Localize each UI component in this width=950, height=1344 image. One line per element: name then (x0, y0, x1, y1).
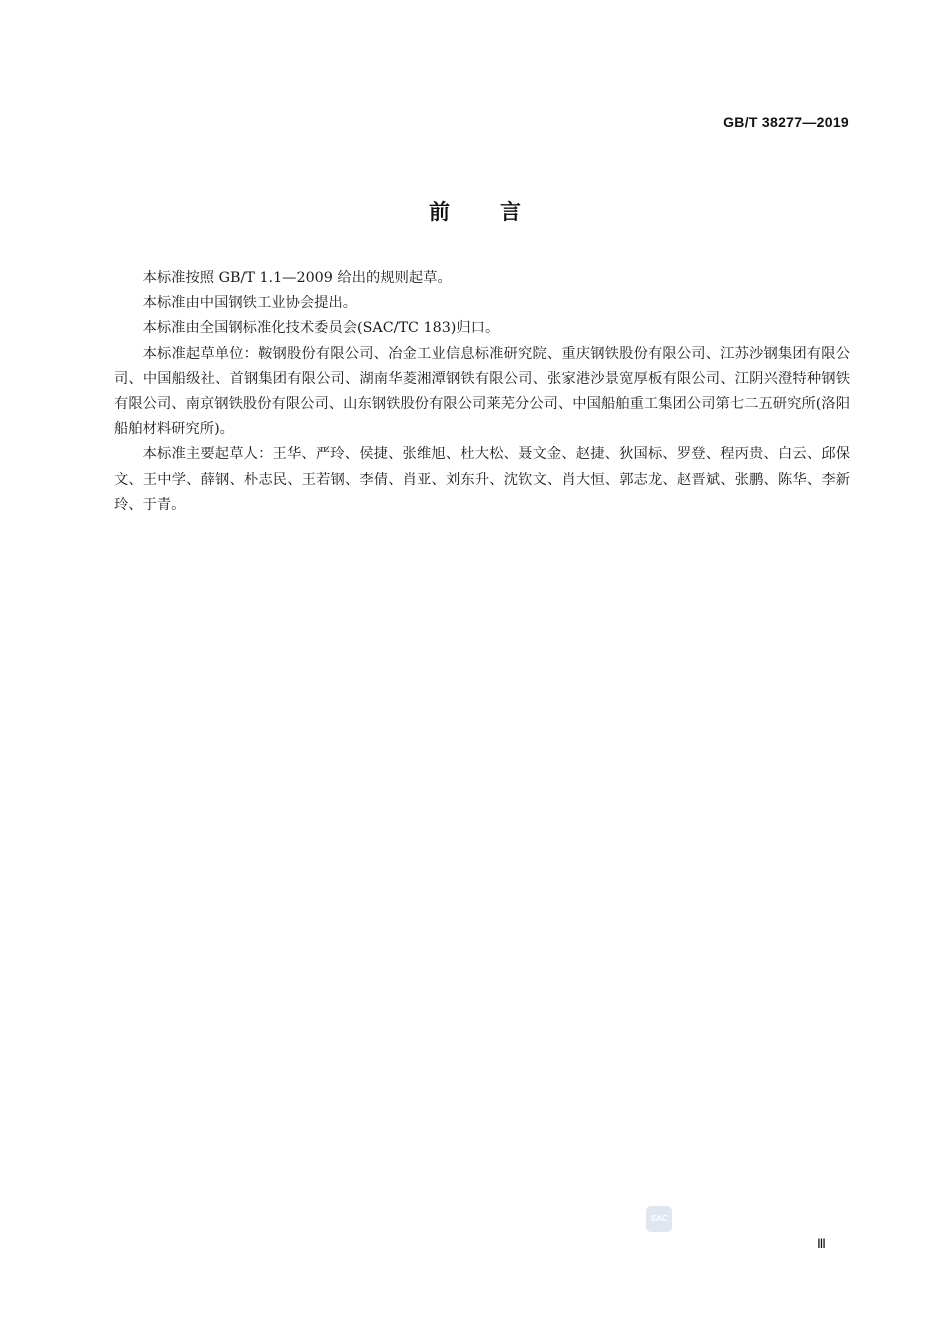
paragraph-main-drafters: 本标准主要起草人：王华、严玲、侯捷、张维旭、杜大松、聂文金、赵捷、狄国标、罗登、程丙贵、白云、邱保文、王中学、薛钢、朴志民、王若钢、李倩、肖亚、刘东升、沈钦文、肖大恒、郭志龙、赵晋斌、张鹏、陈华、李新玲、于青。 (114, 446, 850, 513)
page-title: 前言 (429, 200, 571, 224)
foreword-body (114, 266, 850, 518)
paragraph-technical-committee: 本标准由全国钢标准化技术委员会(SAC/TC 183)归口。 (142, 320, 500, 337)
paragraph-proposer: 本标准由中国钢铁工业协会提出。 (142, 295, 358, 312)
paragraph-drafting-units: 本标准起草单位：鞍钢股份有限公司、冶金工业信息标准研究院、重庆钢铁股份有限公司、江苏沙钢集团有限公司、中国船级社、首钢集团有限公司、湖南华菱湘潭钢铁有限公司、张家港沙景宽厚板有限公司、江阴兴澄特种钢铁有限公司、南京钢铁股份有限公司、山东钢铁股份有限公司莱芜分公司、中国船舶重工集团公司第七二五研究所(洛阳船舶材料研究所)。 (114, 345, 850, 438)
page-number: Ⅲ (817, 1236, 826, 1251)
paragraph-drafting-rules: 本标准按照 GB/T 1.1—2009 给出的规则起草。 (142, 270, 452, 286)
sac-logo-icon: SAC (646, 1206, 672, 1232)
document-code: GB/T 38277—2019 (723, 114, 849, 130)
